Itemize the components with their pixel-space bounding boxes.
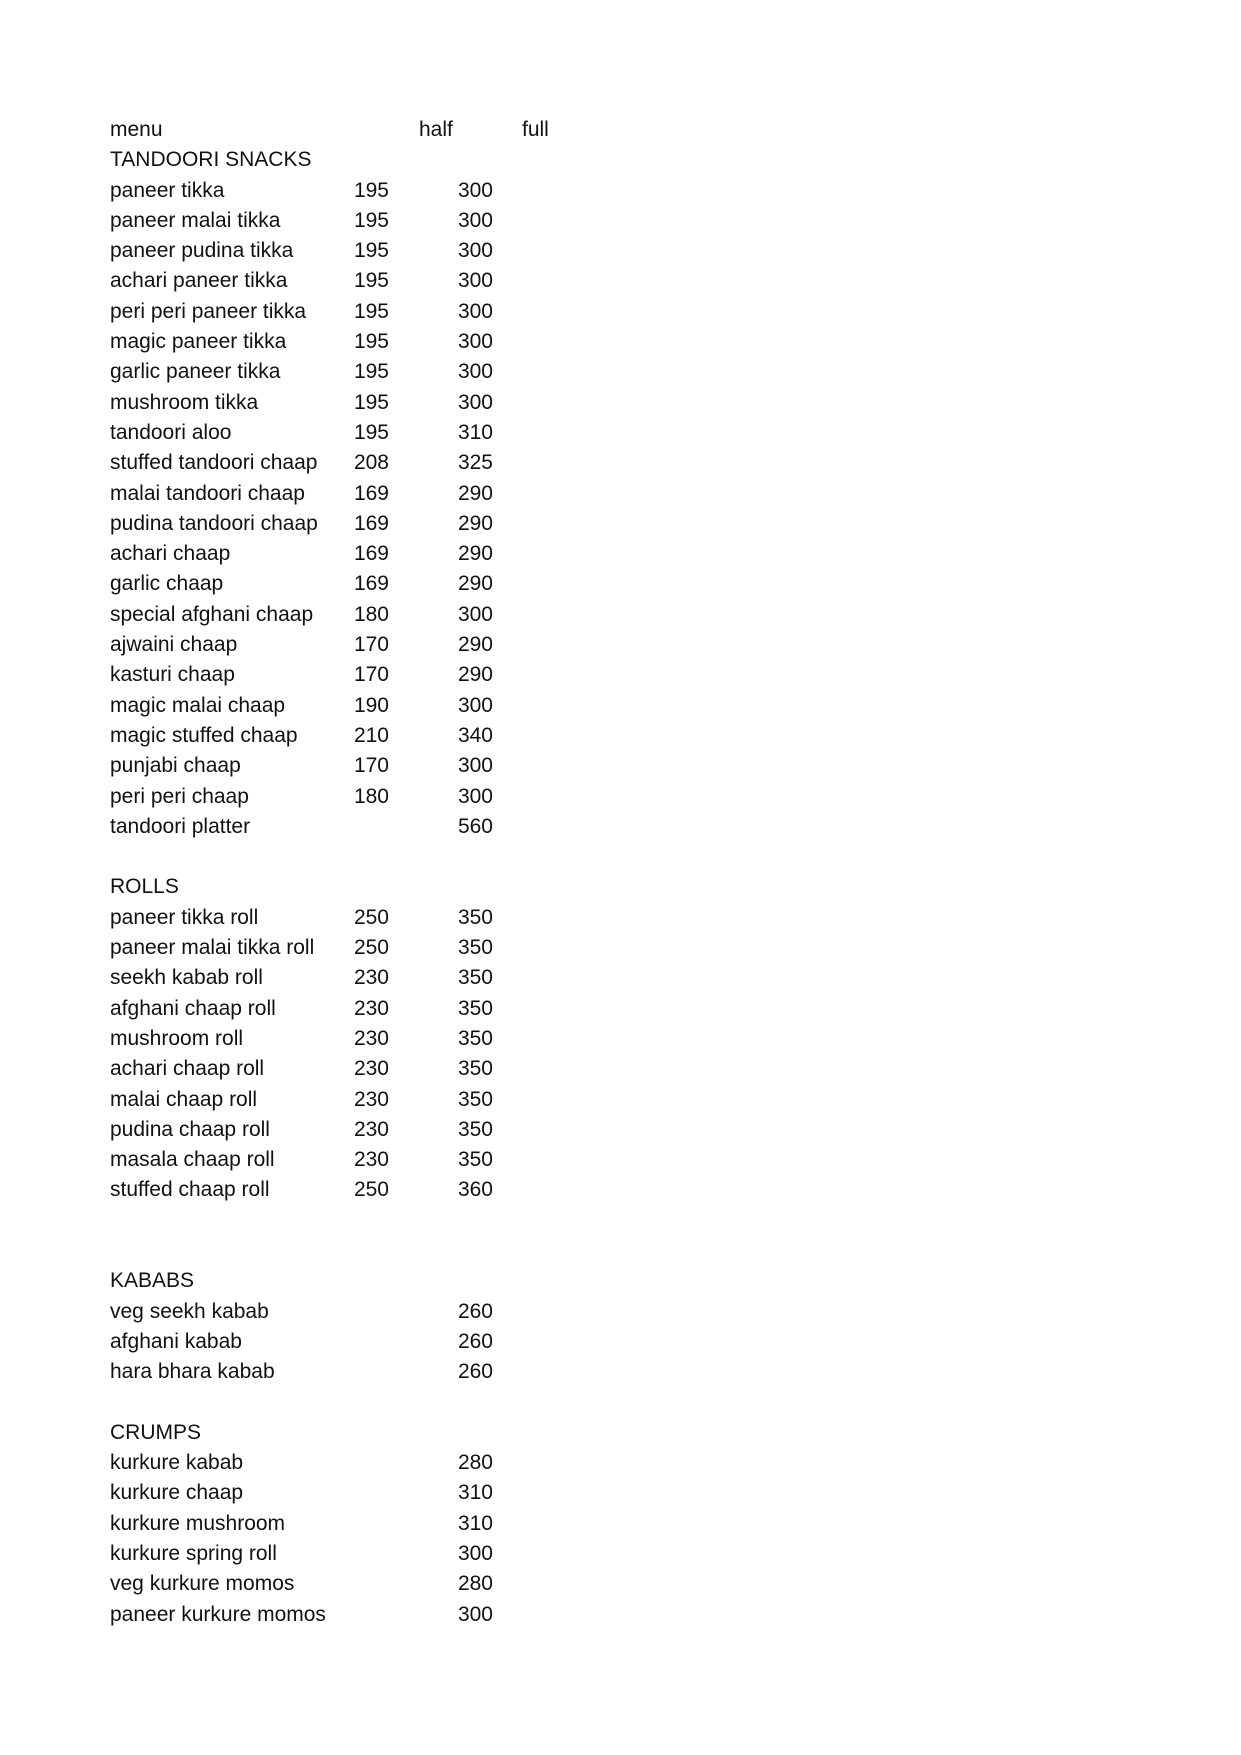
item-name: peri peri paneer tikka — [110, 299, 307, 323]
item-full-price: 300 — [457, 178, 493, 202]
item-half-price: 195 — [353, 299, 389, 323]
section-title: ROLLS — [110, 875, 179, 899]
menu-item-row — [110, 812, 710, 842]
menu-item-row — [110, 691, 710, 721]
menu-item-row — [110, 1600, 710, 1630]
menu-item-row — [110, 630, 710, 660]
menu-item-row — [110, 1115, 710, 1145]
item-full-price: 300 — [457, 754, 493, 778]
menu-sheet — [110, 115, 710, 1630]
item-name: afghani kabab — [110, 1329, 242, 1353]
menu-item-row — [110, 963, 710, 993]
item-name: tandoori aloo — [110, 420, 232, 444]
item-half-price: 169 — [353, 572, 389, 596]
item-full-price: 310 — [457, 1481, 493, 1505]
item-half-price: 180 — [353, 602, 389, 626]
item-full-price: 350 — [457, 966, 493, 990]
item-half-price: 180 — [353, 784, 389, 808]
item-full-price: 300 — [457, 602, 493, 626]
item-half-price: 195 — [353, 330, 389, 354]
item-half-price: 169 — [353, 542, 389, 566]
item-full-price: 350 — [457, 1026, 493, 1050]
item-name: mushroom tikka — [110, 390, 259, 414]
item-full-price: 260 — [457, 1329, 493, 1353]
item-full-price: 300 — [457, 693, 493, 717]
menu-item-row — [110, 448, 710, 478]
item-name: afghani chaap roll — [110, 996, 276, 1020]
item-name: paneer tikka roll — [110, 905, 259, 929]
item-name: magic malai chaap — [110, 693, 286, 717]
item-half-price: 190 — [353, 693, 389, 717]
item-full-price: 290 — [457, 481, 493, 505]
item-full-price: 350 — [457, 1087, 493, 1111]
item-name: special afghani chaap — [110, 602, 314, 626]
menu-item-row — [110, 1145, 710, 1175]
item-full-price: 300 — [457, 784, 493, 808]
menu-item-row — [110, 994, 710, 1024]
item-name: malai tandoori chaap — [110, 481, 305, 505]
menu-item-row — [110, 1478, 710, 1508]
item-full-price: 350 — [457, 1117, 493, 1141]
menu-item-row — [110, 1509, 710, 1539]
item-full-price: 300 — [457, 1541, 493, 1565]
item-full-price: 300 — [457, 208, 493, 232]
item-half-price: 170 — [353, 633, 389, 657]
item-name: paneer kurkure momos — [110, 1602, 326, 1626]
menu-item-row — [110, 297, 710, 327]
menu-item-row — [110, 1357, 710, 1387]
section-title: TANDOORI SNACKS — [110, 148, 312, 172]
item-full-price: 290 — [457, 572, 493, 596]
item-half-price: 170 — [353, 754, 389, 778]
menu-item-row — [110, 479, 710, 509]
menu-item-row — [110, 751, 710, 781]
item-full-price: 280 — [457, 1451, 493, 1475]
section-title-row — [110, 872, 710, 902]
item-full-price: 290 — [457, 511, 493, 535]
item-half-price: 230 — [353, 966, 389, 990]
menu-item-row — [110, 509, 710, 539]
item-full-price: 300 — [457, 299, 493, 323]
menu-item-row — [110, 388, 710, 418]
menu-item-row — [110, 1297, 710, 1327]
item-name: mushroom roll — [110, 1026, 244, 1050]
item-name: kurkure chaap — [110, 1481, 244, 1505]
item-name: kurkure spring roll — [110, 1541, 277, 1565]
item-full-price: 290 — [457, 633, 493, 657]
menu-header-label: menu — [110, 118, 163, 141]
menu-item-row — [110, 539, 710, 569]
item-name: seekh kabab roll — [110, 966, 263, 990]
item-name: ajwaini chaap — [110, 633, 238, 657]
menu-item-row — [110, 1327, 710, 1357]
item-half-price: 195 — [353, 178, 389, 202]
item-full-price: 350 — [457, 1057, 493, 1081]
menu-item-row — [110, 1569, 710, 1599]
item-full-price: 350 — [457, 905, 493, 929]
item-half-price: 230 — [353, 1087, 389, 1111]
item-full-price: 560 — [457, 814, 493, 838]
section-spacer — [110, 842, 710, 872]
item-name: garlic chaap — [110, 572, 224, 596]
item-full-price: 350 — [457, 996, 493, 1020]
section-spacer — [110, 1387, 710, 1417]
menu-item-row — [110, 721, 710, 751]
menu-item-row — [110, 1175, 710, 1205]
menu-item-row — [110, 1085, 710, 1115]
item-full-price: 290 — [457, 663, 493, 687]
menu-sections — [110, 145, 710, 1630]
item-half-price: 169 — [353, 511, 389, 535]
item-name: masala chaap roll — [110, 1148, 275, 1172]
item-half-price: 210 — [353, 723, 389, 747]
menu-item-row — [110, 600, 710, 630]
item-half-price: 230 — [353, 1057, 389, 1081]
item-name: veg kurkure momos — [110, 1572, 295, 1596]
column-header-row — [110, 115, 710, 145]
half-header-label: half — [419, 118, 453, 141]
item-half-price: 195 — [353, 390, 389, 414]
item-name: paneer tikka — [110, 178, 225, 202]
item-full-price: 300 — [457, 330, 493, 354]
menu-item-row — [110, 903, 710, 933]
item-full-price: 290 — [457, 542, 493, 566]
item-name: kasturi chaap — [110, 663, 235, 687]
item-full-price: 300 — [457, 360, 493, 384]
menu-item-row — [110, 206, 710, 236]
item-full-price: 340 — [457, 723, 493, 747]
item-name: paneer pudina tikka — [110, 239, 294, 263]
item-full-price: 350 — [457, 1148, 493, 1172]
item-half-price: 208 — [353, 451, 389, 475]
item-half-price: 195 — [353, 239, 389, 263]
menu-item-row — [110, 782, 710, 812]
item-name: kurkure mushroom — [110, 1511, 286, 1535]
item-name: stuffed tandoori chaap — [110, 451, 318, 475]
item-name: peri peri chaap — [110, 784, 249, 808]
item-name: malai chaap roll — [110, 1087, 258, 1111]
menu-item-row — [110, 418, 710, 448]
item-name: veg seekh kabab — [110, 1299, 269, 1323]
section-title-row — [110, 1418, 710, 1448]
item-half-price: 230 — [353, 1026, 389, 1050]
item-half-price: 195 — [353, 208, 389, 232]
item-full-price: 360 — [457, 1178, 493, 1202]
item-name: garlic paneer tikka — [110, 360, 281, 384]
item-full-price: 260 — [457, 1360, 493, 1384]
item-full-price: 310 — [457, 1511, 493, 1535]
section-title-row — [110, 1266, 710, 1296]
menu-item-row — [110, 327, 710, 357]
item-full-price: 310 — [457, 420, 493, 444]
item-name: magic stuffed chaap — [110, 723, 298, 747]
section-title-row — [110, 145, 710, 175]
item-full-price: 325 — [457, 451, 493, 475]
item-name: paneer malai tikka — [110, 208, 281, 232]
menu-item-row — [110, 357, 710, 387]
item-half-price: 195 — [353, 360, 389, 384]
item-half-price: 250 — [353, 905, 389, 929]
item-half-price: 170 — [353, 663, 389, 687]
item-full-price: 300 — [457, 239, 493, 263]
menu-item-row — [110, 1539, 710, 1569]
item-full-price: 300 — [457, 390, 493, 414]
item-full-price: 280 — [457, 1572, 493, 1596]
item-full-price: 350 — [457, 936, 493, 960]
menu-item-row — [110, 1024, 710, 1054]
full-header-label: full — [522, 118, 549, 141]
item-name: stuffed chaap roll — [110, 1178, 270, 1202]
item-name: hara bhara kabab — [110, 1360, 275, 1384]
item-name: achari chaap roll — [110, 1057, 265, 1081]
item-half-price: 195 — [353, 269, 389, 293]
item-name: tandoori platter — [110, 814, 251, 838]
item-half-price: 169 — [353, 481, 389, 505]
item-name: paneer malai tikka roll — [110, 936, 315, 960]
section-title: CRUMPS — [110, 1420, 202, 1444]
item-name: pudina chaap roll — [110, 1117, 270, 1141]
section-spacer — [110, 1206, 710, 1267]
item-name: pudina tandoori chaap — [110, 511, 318, 535]
item-full-price: 300 — [457, 1602, 493, 1626]
item-half-price: 230 — [353, 1117, 389, 1141]
item-name: achari chaap — [110, 542, 231, 566]
item-full-price: 300 — [457, 269, 493, 293]
item-full-price: 260 — [457, 1299, 493, 1323]
item-name: achari paneer tikka — [110, 269, 288, 293]
item-name: punjabi chaap — [110, 754, 241, 778]
menu-item-row — [110, 266, 710, 296]
item-name: magic paneer tikka — [110, 330, 287, 354]
menu-item-row — [110, 1448, 710, 1478]
menu-item-row — [110, 1054, 710, 1084]
item-half-price: 250 — [353, 936, 389, 960]
item-half-price: 230 — [353, 996, 389, 1020]
item-half-price: 230 — [353, 1148, 389, 1172]
menu-item-row — [110, 176, 710, 206]
section-title: KABABS — [110, 1269, 195, 1293]
menu-item-row — [110, 236, 710, 266]
item-name: kurkure kabab — [110, 1451, 244, 1475]
item-half-price: 195 — [353, 420, 389, 444]
menu-item-row — [110, 660, 710, 690]
menu-item-row — [110, 569, 710, 599]
item-half-price: 250 — [353, 1178, 389, 1202]
menu-item-row — [110, 933, 710, 963]
